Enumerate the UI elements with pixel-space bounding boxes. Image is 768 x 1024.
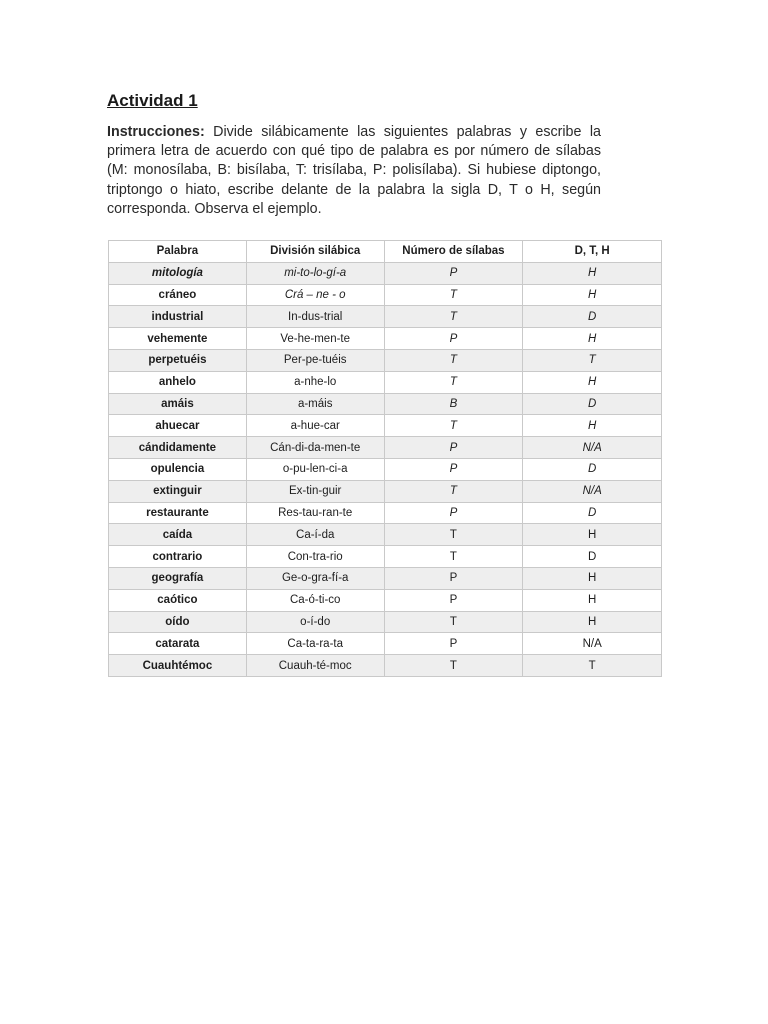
cell-numero: T [384,415,523,437]
cell-palabra: perpetuéis [109,349,247,371]
cell-dth: N/A [523,480,662,502]
cell-dth: H [523,611,662,633]
table-row [109,480,662,502]
table-row [109,371,662,393]
cell-numero: P [384,589,523,611]
table-row [109,284,662,306]
cell-division: Res-tau-ran-te [246,502,384,524]
cell-numero: T [384,284,523,306]
cell-palabra: amáis [109,393,247,415]
cell-numero: T [384,371,523,393]
table-row [109,437,662,459]
cell-numero: P [384,633,523,655]
cell-division: Crá – ne - o [246,284,384,306]
cell-dth: H [523,371,662,393]
cell-numero: P [384,458,523,480]
cell-numero: T [384,480,523,502]
cell-numero: B [384,393,523,415]
instructions-paragraph [107,123,601,219]
header-dth: D, T, H [523,241,662,263]
table-row [109,349,662,371]
cell-dth: D [523,458,662,480]
cell-dth: D [523,546,662,568]
cell-dth: H [523,589,662,611]
cell-palabra: catarata [109,633,247,655]
cell-division: Ge-o-gra-fí-a [246,567,384,589]
table-row [109,611,662,633]
table-row [109,524,662,546]
cell-division: a-nhe-lo [246,371,384,393]
cell-dth: N/A [523,437,662,459]
table-row [109,546,662,568]
cell-division: Con-tra-rio [246,546,384,568]
cell-dth: D [523,502,662,524]
cell-palabra: mitología [109,262,247,284]
cell-dth: H [523,328,662,350]
cell-dth: H [523,262,662,284]
cell-division: Ve-he-men-te [246,328,384,350]
header-numero-silabas: Número de sílabas [384,241,523,263]
cell-numero: T [384,611,523,633]
cell-dth: H [523,284,662,306]
instructions-lead: Instrucciones: [107,124,205,140]
cell-dth: H [523,415,662,437]
cell-palabra: cándidamente [109,437,247,459]
cell-division: Cán-di-da-men-te [246,437,384,459]
table-row [109,328,662,350]
cell-numero: P [384,437,523,459]
cell-numero: P [384,502,523,524]
cell-division: Ca-ó-ti-co [246,589,384,611]
cell-palabra: contrario [109,546,247,568]
cell-palabra: ahuecar [109,415,247,437]
cell-palabra: caótico [109,589,247,611]
cell-division: Per-pe-tuéis [246,349,384,371]
header-palabra: Palabra [109,241,247,263]
cell-palabra: opulencia [109,458,247,480]
cell-palabra: industrial [109,306,247,328]
cell-division: Ca-ta-ra-ta [246,633,384,655]
cell-numero: T [384,655,523,677]
cell-palabra: extinguir [109,480,247,502]
activity-title: Actividad 1 [107,91,198,110]
cell-palabra: Cuauhtémoc [109,655,247,677]
cell-palabra: restaurante [109,502,247,524]
instructions-text: Divide silábicamente las siguientes palabras y escribe la primera letra de acuerdo con qué tipo de palabra es por número de sílabas (M: monosílaba, B: bisílaba, T: trisílaba, P: polisílaba). Si hubiese diptongo, triptongo o hiato, escribe delante de la palabra la sigla D, T o H, según corresponda. Observa el ejemplo. [107,124,601,217]
cell-numero: T [384,306,523,328]
cell-division: o-pu-len-ci-a [246,458,384,480]
cell-division: In-dus-trial [246,306,384,328]
cell-dth: H [523,524,662,546]
cell-dth: N/A [523,633,662,655]
cell-palabra: anhelo [109,371,247,393]
cell-numero: T [384,546,523,568]
cell-palabra: vehemente [109,328,247,350]
table-row [109,589,662,611]
cell-dth: D [523,393,662,415]
cell-dth: T [523,655,662,677]
table-row [109,502,662,524]
cell-numero: T [384,524,523,546]
cell-division: Ex-tin-guir [246,480,384,502]
cell-palabra: caída [109,524,247,546]
table-row [109,415,662,437]
cell-division: a-máis [246,393,384,415]
cell-division: Ca-í-da [246,524,384,546]
cell-palabra: cráneo [109,284,247,306]
table-row [109,655,662,677]
table-row [109,306,662,328]
cell-dth: H [523,567,662,589]
cell-numero: P [384,328,523,350]
cell-numero: P [384,262,523,284]
cell-division: Cuauh-té-moc [246,655,384,677]
header-division-silabica: División silábica [246,241,384,263]
syllable-table [108,240,662,677]
cell-division: a-hue-car [246,415,384,437]
table-row [109,262,662,284]
cell-numero: T [384,349,523,371]
cell-division: o-í-do [246,611,384,633]
cell-dth: D [523,306,662,328]
cell-palabra: oído [109,611,247,633]
table-row [109,458,662,480]
cell-numero: P [384,567,523,589]
table-row [109,393,662,415]
table-row [109,567,662,589]
cell-palabra: geografía [109,567,247,589]
table-body [109,262,662,676]
cell-dth: T [523,349,662,371]
cell-division: mi-to-lo-gí-a [246,262,384,284]
table-row [109,633,662,655]
table-header-row [109,241,662,263]
